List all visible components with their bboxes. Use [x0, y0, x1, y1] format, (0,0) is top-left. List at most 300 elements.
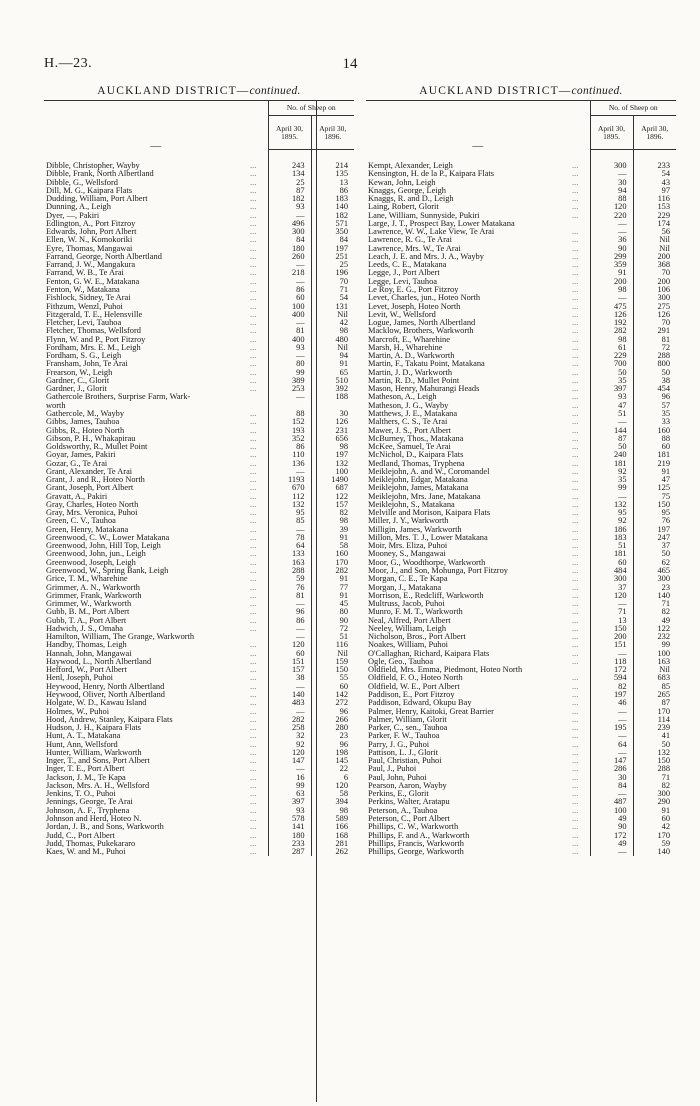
sheep-1895: — — [590, 650, 633, 658]
leader-dots: ... — [572, 170, 579, 179]
owner-name: Johnson and Herd, Hoteo N. — [46, 814, 142, 823]
owner-name: Parker, F. W., Tauhoa — [368, 732, 440, 741]
owner-name: Fletcher, Thomas, Wellsford — [46, 327, 141, 336]
owner-name: Green, C. V., Tauhoa — [46, 517, 116, 526]
sheep-1895: 50 — [590, 369, 633, 377]
table-row — [44, 501, 354, 509]
table-row — [44, 765, 354, 773]
sheep-1896: 94 — [311, 352, 354, 360]
sheep-1896: 72 — [311, 625, 354, 633]
table-row — [44, 559, 354, 567]
leader-dots: ... — [572, 459, 579, 468]
owner-name: Multruss, Jacob, Puhoi — [368, 600, 445, 609]
sheep-1896: 214 — [311, 150, 354, 171]
owner-name: Jordan, J. B., and Sons, Warkworth — [46, 823, 164, 832]
leader-dots: ... — [250, 236, 257, 245]
owner-name: Palmer, William, Glorit — [368, 715, 447, 724]
owner-name: Gathercole Brothers, Surprise Farm, Wark- — [46, 393, 191, 402]
sheep-1895: 300 — [590, 150, 633, 171]
table-row — [44, 608, 354, 616]
table-row — [44, 807, 354, 815]
sheep-1896: Nil — [633, 666, 676, 674]
sheep-1895: 233 — [268, 840, 311, 848]
owner-name: Inger, T., and Sons, Port Albert — [46, 757, 150, 766]
leader-dots: ... — [572, 409, 579, 418]
sheep-1896: 300 — [633, 575, 676, 583]
sheep-1895: 300 — [268, 228, 311, 236]
sheep-1896: 229 — [633, 212, 676, 220]
owner-name: Matheson, J. G., Wayby — [368, 401, 449, 410]
sheep-1895: — — [590, 228, 633, 236]
owner-name: Levet, Joseph, Hoteo North — [368, 302, 461, 311]
sheep-1895: 151 — [268, 658, 311, 666]
sheep-1895: 35 — [590, 377, 633, 385]
owner-name: Hunter, William, Warkworth — [46, 748, 142, 757]
district-suffix: continued. — [249, 85, 301, 97]
sheep-1896: 197 — [633, 526, 676, 534]
sheep-1895: 286 — [590, 765, 633, 773]
sheep-1896: 47 — [633, 476, 676, 484]
leader-dots: ... — [572, 798, 579, 807]
sheep-1896: 163 — [633, 658, 676, 666]
sheep-1895: 229 — [590, 352, 633, 360]
sheep-1895: 253 — [268, 385, 311, 393]
leader-dots: ... — [250, 360, 257, 369]
leader-dots: ... — [250, 699, 257, 708]
sheep-1896: 125 — [633, 484, 676, 492]
leader-dots: ... — [572, 195, 579, 204]
owner-name: Noakes, William, Puhoi — [368, 641, 448, 650]
leader-dots: ... — [250, 558, 257, 567]
owner-name: Frearson, W., Leigh — [46, 368, 113, 377]
sheep-1895: — — [268, 765, 311, 773]
leader-dots: ... — [250, 376, 257, 385]
leader-dots: ... — [572, 261, 579, 270]
table-row — [366, 286, 676, 294]
sheep-1895: 37 — [590, 584, 633, 592]
sheep-1895: 36 — [590, 236, 633, 244]
leader-dots: ... — [572, 641, 579, 650]
leader-dots: ... — [250, 467, 257, 476]
sheep-1896: 150 — [633, 757, 676, 765]
owner-name: Grimmer, A. N., Warkworth — [46, 583, 140, 592]
table-row — [44, 757, 354, 765]
owner-name: Farrand, W. B., Te Arai — [46, 269, 124, 278]
sheep-1896: 72 — [633, 344, 676, 352]
sheep-1896: 219 — [633, 460, 676, 468]
sheep-1896: 142 — [311, 691, 354, 699]
sheep-1896: 71 — [633, 600, 676, 608]
table-row — [44, 567, 354, 575]
sheep-1896: 114 — [633, 716, 676, 724]
leader-dots — [250, 393, 268, 401]
leader-dots: ... — [250, 476, 257, 485]
sheep-1896: 88 — [633, 435, 676, 443]
owner-name: Large, J. T., Prospect Bay, Lower Matakana — [368, 219, 515, 228]
date-1896-header: April 30, 1896. — [633, 116, 676, 150]
sheep-1895: 61 — [590, 344, 633, 352]
sheep-1895: 25 — [268, 179, 311, 187]
table-row — [366, 774, 676, 782]
table-row — [44, 517, 354, 525]
leader-dots: ... — [250, 517, 257, 526]
owner-name: Paul, J., Puhoi — [368, 765, 417, 774]
table-row — [44, 774, 354, 782]
owner-name: Farrand, J. W., Mangakura — [46, 261, 136, 270]
owner-name: Gray, Charles, Hoteo North — [46, 500, 139, 509]
owner-name: Judd, C., Port Albert — [46, 831, 115, 840]
leader-dots: ... — [572, 385, 579, 394]
table-row — [366, 650, 676, 658]
table-row — [44, 617, 354, 625]
sheep-1895: 88 — [590, 195, 633, 203]
owner-name: Judd, Thomas, Pukekararo — [46, 839, 136, 848]
leader-dots — [572, 666, 590, 674]
owner-name: Grice, T. M., Wharehine — [46, 575, 128, 584]
sheep-1895 — [268, 402, 311, 410]
table-row — [366, 534, 676, 542]
owner-name: Greenwood, Joseph, Leigh — [46, 558, 136, 567]
table-row — [366, 807, 676, 815]
leader-dots: ... — [250, 500, 257, 509]
owner-name: Morrison, E., Redcliff, Warkworth — [368, 591, 484, 600]
sheep-1895: 1193 — [268, 476, 311, 484]
sheep-1895: — — [590, 170, 633, 178]
sheep-1895: 32 — [268, 732, 311, 740]
table-row — [44, 435, 354, 443]
sheep-1895: 132 — [268, 501, 311, 509]
table-row — [366, 319, 676, 327]
sheep-1896: 86 — [311, 187, 354, 195]
leader-dots: ... — [250, 343, 257, 352]
sheep-1896: 87 — [633, 699, 676, 707]
owner-name: Nicholson, Bros., Port Albert — [368, 633, 466, 642]
leader-dots: ... — [572, 715, 579, 724]
sheep-1895: 120 — [590, 592, 633, 600]
table-row — [44, 344, 354, 352]
sheep-1895: 112 — [268, 493, 311, 501]
table-row — [44, 236, 354, 244]
leader-dots: ... — [572, 393, 579, 402]
leader-dots: ... — [250, 492, 257, 501]
sheep-1895: 192 — [590, 319, 633, 327]
leader-dots: ... — [250, 831, 257, 840]
sheep-1895: — — [268, 278, 311, 286]
table-row — [366, 765, 676, 773]
leader-dots: ... — [250, 285, 257, 294]
leader-dots: ... — [250, 839, 257, 848]
sheep-1896: 91 — [633, 807, 676, 815]
leader-dots: ... — [250, 608, 257, 617]
table-row — [366, 484, 676, 492]
leader-dots: ... — [250, 352, 257, 361]
sheep-1896: 82 — [633, 608, 676, 616]
sheep-1896: 91 — [311, 575, 354, 583]
owner-name: Mawer, J. S., Port Albert — [368, 426, 451, 435]
table-row — [366, 501, 676, 509]
leader-dots: ... — [572, 327, 579, 336]
leader-dots: ... — [250, 434, 257, 443]
table-row — [44, 575, 354, 583]
sheep-1896: 70 — [633, 319, 676, 327]
owner-name: Munro, F. M. T., Warkworth — [368, 608, 463, 617]
table-row — [44, 402, 354, 410]
sheep-1895: 30 — [590, 179, 633, 187]
sheep-1896: 800 — [633, 360, 676, 368]
owner-name: Meiklejohn, James, Matakana — [368, 484, 469, 493]
sheep-1895: 300 — [590, 575, 633, 583]
sheep-1896: Nil — [311, 311, 354, 319]
leader-dots: ... — [250, 178, 257, 187]
sheep-1895: 81 — [268, 327, 311, 335]
owner-name: Gathercole, M., Wayby — [46, 409, 125, 418]
sheep-1895: 397 — [268, 798, 311, 806]
leader-dots: ... — [572, 757, 579, 766]
leader-dots: ... — [572, 517, 579, 526]
owner-name: Matthews, J. E., Matakana — [368, 409, 458, 418]
leader-dots: ... — [572, 203, 579, 212]
sheep-1896: 233 — [633, 150, 676, 171]
sheep-1896: 120 — [311, 782, 354, 790]
leader-dots: ... — [572, 567, 579, 576]
leader-dots: ... — [572, 691, 579, 699]
owner-name: Melville and Morison, Kaipara Flats — [368, 509, 491, 518]
sheep-1895: 183 — [590, 534, 633, 542]
sheep-1896: 571 — [311, 220, 354, 228]
leader-dots: ... — [250, 319, 257, 328]
table-row — [44, 683, 354, 691]
sheep-1896: 170 — [311, 559, 354, 567]
owner-name: Holgate, W. D., Kawau Island — [46, 699, 147, 708]
sheep-1896: 30 — [311, 410, 354, 418]
table-row — [44, 658, 354, 666]
owner-name: Martin, F., Takatu Point, Matakana — [368, 360, 485, 369]
sheep-1895: — — [268, 468, 311, 476]
sheep-1895: 133 — [268, 550, 311, 558]
owner-name: Mooney, S., Mangawai — [368, 550, 446, 559]
sheep-1896: Nil — [311, 650, 354, 658]
table-row — [44, 625, 354, 633]
leader-dots: ... — [572, 790, 579, 799]
sheep-1895: 180 — [268, 245, 311, 253]
sheep-1896: 100 — [633, 650, 676, 658]
sheep-1895: 287 — [268, 848, 311, 856]
owner-name: Grimmer, W., Warkworth — [46, 600, 132, 609]
sheep-1896: 239 — [633, 724, 676, 732]
table-row — [366, 294, 676, 302]
sheep-1895: — — [590, 790, 633, 798]
table-row — [366, 460, 676, 468]
sheep-1896: 510 — [311, 377, 354, 385]
leader-dots: ... — [572, 343, 579, 352]
leader-dots: ... — [572, 699, 579, 708]
sheep-1895: 64 — [268, 542, 311, 550]
sheep-1895: 195 — [590, 724, 633, 732]
table-row — [366, 203, 676, 211]
table-row — [44, 666, 354, 674]
sheep-1896: 265 — [633, 691, 676, 699]
leader-dots: ... — [572, 335, 579, 344]
sheep-1895: 86 — [268, 617, 311, 625]
sheep-1895: 475 — [590, 303, 633, 311]
owner-name: Hudson, J. H., Kaipara Flats — [46, 724, 141, 733]
sheep-1895: 487 — [590, 798, 633, 806]
owner-name: Martin, R. D., Mullet Point — [368, 376, 460, 385]
sheep-1896: 687 — [311, 484, 354, 492]
table-row — [366, 170, 676, 178]
table-row — [366, 716, 676, 724]
sheep-1895: 147 — [268, 757, 311, 765]
sheep-1896: 50 — [633, 741, 676, 749]
sheep-1895: 144 — [590, 427, 633, 435]
owner-name: Holmes, W., Puhoi — [46, 707, 110, 716]
table-row — [366, 187, 676, 195]
leader-dots: ... — [572, 228, 579, 237]
owner-name: Lawrence, R. G., Te Arai — [368, 236, 452, 245]
sheep-1895: 140 — [268, 691, 311, 699]
owner-name: Marcroft, E., Wharehine — [368, 335, 450, 344]
sheep-1896: 131 — [311, 303, 354, 311]
sheep-1896: 159 — [311, 658, 354, 666]
owner-name: Dyer, —, Pakiri — [46, 211, 100, 220]
table-row — [366, 261, 676, 269]
sheep-1896: 196 — [311, 269, 354, 277]
sheep-1896: 70 — [311, 278, 354, 286]
owner-name: Gubb, B. M., Port Albert — [46, 608, 130, 617]
sheep-1896: 683 — [633, 674, 676, 682]
sheep-1895: 193 — [268, 427, 311, 435]
sheep-1896: Nil — [633, 236, 676, 244]
owner-name: Meiklejohn, Mrs. Jane, Matakana — [368, 492, 481, 501]
sheep-1895: 93 — [268, 344, 311, 352]
sheep-1895: 90 — [590, 245, 633, 253]
owner-name: Peterson, A., Tauhoa — [368, 806, 438, 815]
sheep-1896: 394 — [311, 798, 354, 806]
sheep-1896: 106 — [633, 286, 676, 294]
sheep-1895: 282 — [268, 716, 311, 724]
table-row — [44, 749, 354, 757]
owner-name: Green, Henry, Matakana — [46, 525, 129, 534]
sheep-1896: 98 — [311, 443, 354, 451]
table-row — [366, 212, 676, 220]
leader-dots: ... — [572, 285, 579, 294]
sheep-1896: 55 — [311, 674, 354, 682]
leader-dots: ... — [250, 294, 257, 303]
leader-dots: ... — [250, 600, 257, 609]
table-row — [366, 195, 676, 203]
owner-name: Fenton, W., Matakana — [46, 285, 120, 294]
owner-name: Hood, Andrew, Stanley, Kaipara Flats — [46, 715, 173, 724]
leader-dots: ... — [572, 806, 579, 815]
leader-dots: ... — [572, 434, 579, 443]
date-1896-header: April 30, 1896. — [311, 116, 354, 150]
table-row — [366, 633, 676, 641]
table-row — [366, 832, 676, 840]
sheep-1895: 594 — [590, 674, 633, 682]
sheep-1896: 160 — [633, 427, 676, 435]
owner-name: Ellen, W. N., Komokoriki — [46, 236, 133, 245]
leader-dots: ... — [572, 368, 579, 377]
owner-name: Jackson, Mrs. A. H., Wellsford — [46, 781, 150, 790]
table-row — [44, 509, 354, 517]
sheep-1896: 50 — [633, 550, 676, 558]
sheep-1896: Nil — [311, 344, 354, 352]
sheep-1896: 42 — [633, 823, 676, 831]
table-row — [366, 179, 676, 187]
sheep-1896: 153 — [633, 203, 676, 211]
table-row — [44, 377, 354, 385]
owner-name: Fishlock, Sidney, Te Arai — [46, 294, 131, 303]
owner-name: Phillips, Francis, Warkworth — [368, 839, 464, 848]
owner-name: Goldsworthy, R., Mullet Point — [46, 443, 148, 452]
sheep-1896: 140 — [311, 203, 354, 211]
sheep-1895: 147 — [590, 757, 633, 765]
sheep-1895: 81 — [268, 592, 311, 600]
owner-name: Ogle, Geo., Tauhoa — [368, 657, 434, 666]
sheep-1895: 181 — [590, 550, 633, 558]
leader-dots: ... — [572, 509, 579, 518]
sheep-1895: — — [268, 526, 311, 534]
table-row — [44, 815, 354, 823]
leader-dots: ... — [250, 823, 257, 832]
sheep-1896: 59 — [633, 840, 676, 848]
owner-name: Peterson, C., Port Albert — [368, 814, 450, 823]
sheep-1896: 465 — [633, 567, 676, 575]
owner-name: Lane, William, Sunnyside, Pukiri — [368, 211, 480, 220]
leader-dots: ... — [572, 608, 579, 617]
sheep-1895: 258 — [268, 724, 311, 732]
owner-name: Edwards, John, Port Albert — [46, 228, 137, 237]
owner-name: Grant, Alexander, Te Arai — [46, 467, 133, 476]
leader-dots: ... — [572, 211, 579, 220]
table-row — [44, 220, 354, 228]
leader-dots: ... — [250, 814, 257, 823]
table-row — [366, 360, 676, 368]
owner-name: Mason, Henry, Mahurangi Heads — [368, 385, 480, 394]
leader-dots: ... — [250, 409, 257, 418]
leader-dots: ... — [250, 616, 257, 625]
sheep-1896: 166 — [311, 823, 354, 831]
table-row — [44, 278, 354, 286]
table-row — [366, 269, 676, 277]
sheep-1896: 200 — [633, 253, 676, 261]
table-row — [44, 600, 354, 608]
table-row — [44, 691, 354, 699]
sheep-1896: 58 — [311, 790, 354, 798]
sheep-1896: 247 — [633, 534, 676, 542]
owner-name: Kewan, John, Leigh — [368, 178, 436, 187]
table-row — [44, 443, 354, 451]
right-column — [366, 82, 676, 856]
owner-name: Leeds, C. E., Matakana — [368, 261, 447, 270]
sheep-1896: 392 — [311, 385, 354, 393]
sheep-1895: 172 — [590, 832, 633, 840]
owner-name: Edlington, A., Port Fitzroy — [46, 219, 136, 228]
sheep-1895: — — [590, 294, 633, 302]
table-row — [366, 336, 676, 344]
table-row — [44, 741, 354, 749]
sheep-1895: — — [268, 261, 311, 269]
leader-dots: ... — [250, 484, 257, 493]
sheep-1896: 75 — [633, 493, 676, 501]
sheep-1896: 50 — [633, 369, 676, 377]
sheep-1896: 170 — [633, 708, 676, 716]
leader-dots: ... — [250, 368, 257, 377]
table-row — [44, 410, 354, 418]
leader-dots: ... — [572, 294, 579, 303]
sheep-table — [366, 100, 676, 856]
leader-dots: ... — [572, 376, 579, 385]
